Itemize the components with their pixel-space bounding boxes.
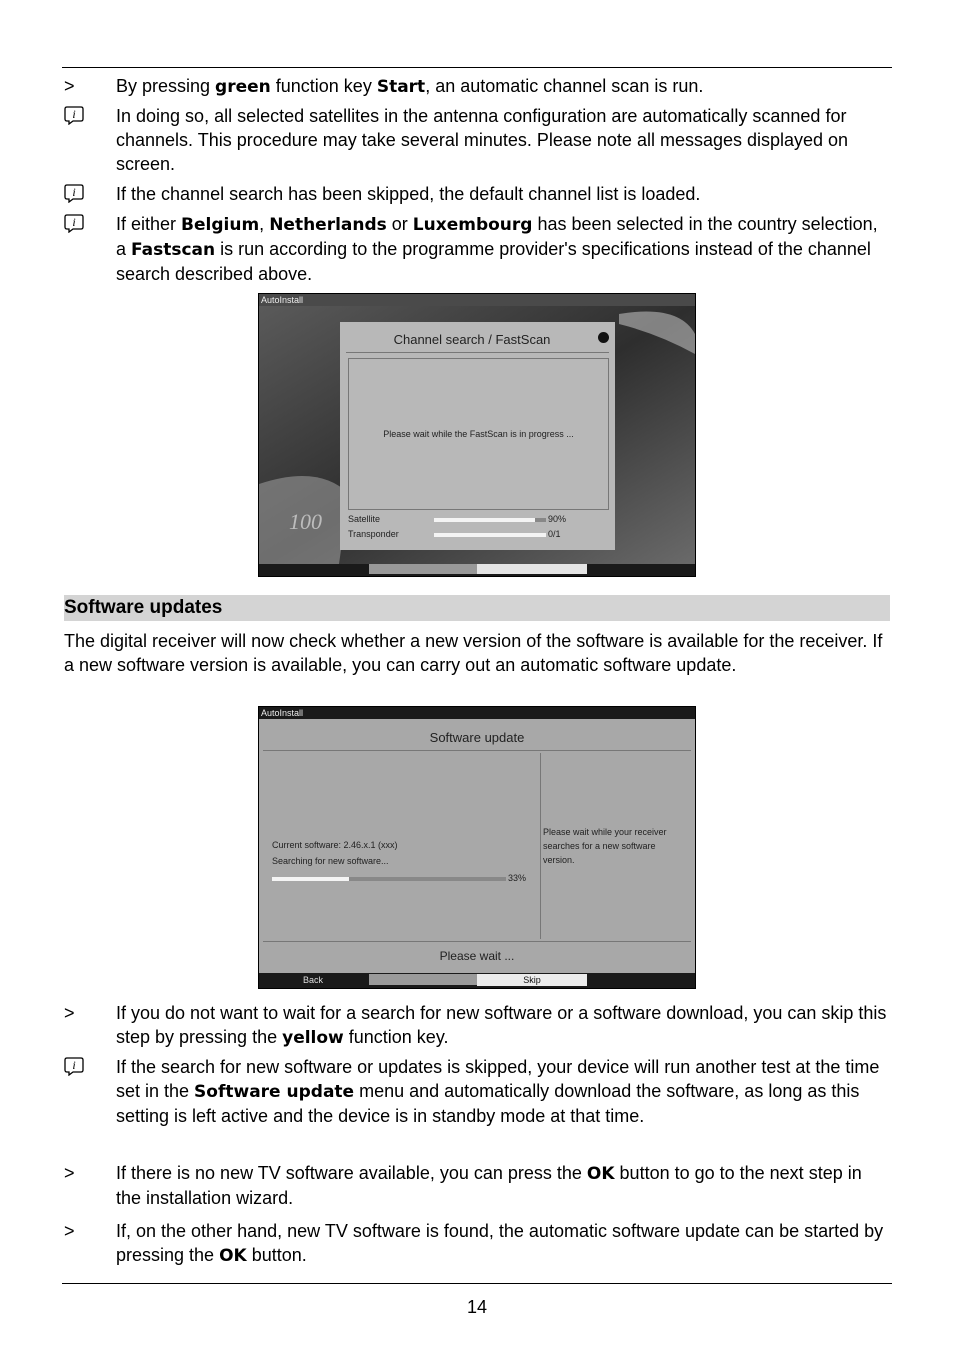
list-item-text: By pressing green function key Start, an automatic channel scan is run. [116, 76, 704, 97]
footer-message: Please wait ... [439, 949, 515, 963]
dialog-panel [340, 322, 615, 550]
title-rule [263, 750, 691, 751]
progress-track [272, 877, 506, 881]
bar-value: 0/1 [548, 529, 561, 539]
bar-row-satellite [348, 514, 608, 526]
bar-label: Satellite [348, 514, 381, 524]
bold-term: yellow [282, 1028, 344, 1048]
top-rule [62, 67, 892, 68]
arrow-marker: > [64, 1003, 75, 1023]
svg-text:i: i [72, 107, 76, 121]
yellow-button[interactable] [369, 974, 477, 985]
screen-header: AutoInstall [261, 708, 304, 718]
dialog-title: Channel search / FastScan [393, 332, 551, 347]
footer-rule [263, 941, 691, 942]
bold-term: Belgium [181, 215, 260, 235]
spinner-icon [598, 332, 609, 343]
bar-value: 90% [548, 514, 567, 524]
skip-button[interactable]: Skip [477, 974, 587, 986]
info-icon [64, 212, 94, 239]
section-paragraph: The digital receiver will now check whether a new version of the software is available for the receiver. If a new software version is available, you can carry out an automatic software update. [64, 631, 883, 675]
screen-header-bar [259, 707, 695, 719]
list-item-text: If either Belgium, Netherlands or Luxembourg has been selected in the country selection, a Fastscan is run according to the programme provider's specifications instead of the channel search described above. [116, 214, 878, 284]
list-item-text: If the search for new software or updates is skipped, your device will run another test at the time set in the Software update menu and automatically download the software, as long as this setting is left active and the device is in standby mode at that time. [116, 1057, 880, 1126]
wait-message: Please wait while the FastScan is in progress ... [383, 429, 574, 439]
message-box [348, 358, 609, 510]
bold-term: Luxembourg [412, 215, 533, 235]
svg-text:100: 100 [289, 509, 322, 534]
bold-term: Fastscan [131, 240, 216, 260]
list-item-text: If there is no new TV software available, you can press the OK button to go to the next step in the installation wizard. [116, 1163, 862, 1208]
bold-term: Netherlands [269, 215, 387, 235]
bold-term: green [215, 77, 271, 97]
dialog-title: Software update [429, 730, 525, 745]
bottom-rule [62, 1283, 892, 1284]
bold-term: OK [219, 1246, 247, 1266]
svg-text:i: i [72, 185, 76, 199]
back-button[interactable]: Back [302, 975, 323, 985]
progress-fill [434, 518, 535, 522]
arrow-marker: > [64, 76, 75, 96]
list-item-text: If, on the other hand, new TV software is found, the automatic software update can be started by pressing the OK button. [116, 1221, 884, 1266]
list-item-text: If you do not want to wait for a search for new software or a software download, you can skip this step by pressing the yellow function key. [116, 1003, 887, 1048]
button-bar [259, 973, 695, 988]
bold-term: Start [376, 77, 426, 97]
page-number: 14 [466, 1297, 488, 1317]
list-item-text: If the channel search has been skipped, the default channel list is loaded. [116, 184, 701, 204]
progress-track [434, 518, 546, 522]
software-update-screenshot [258, 706, 696, 989]
progress-track [434, 533, 546, 537]
screen-header: AutoInstall [261, 295, 304, 305]
svg-text:i: i [72, 1058, 76, 1072]
section-heading: Software updates [64, 595, 890, 621]
current-software: Current software: 2.46.x.1 (xxx) [272, 840, 398, 850]
progress-value: 33% [508, 873, 527, 883]
side-info-text: Please wait while your receiver searches for a new software version. [543, 827, 667, 865]
searching-text: Searching for new software... [272, 856, 389, 866]
bold-term: OK [586, 1164, 615, 1184]
bar-row-transponder [348, 529, 608, 541]
progress-fill [272, 877, 349, 881]
list-item-text: In doing so, all selected satellites in the antenna configuration are automatically scanned for channels. This procedure may take several minutes. Please note all messages displayed on screen. [116, 106, 849, 174]
info-icon [64, 1055, 94, 1082]
column-divider [540, 753, 541, 939]
svg-text:i: i [72, 215, 76, 229]
info-icon [64, 104, 94, 131]
arrow-marker: > [64, 1163, 75, 1183]
arrow-marker: > [64, 1221, 75, 1241]
bar-label: Transponder [348, 529, 399, 539]
bold-term: Software update [194, 1082, 355, 1102]
info-icon [64, 182, 94, 209]
dialog-title-rule [346, 352, 609, 353]
progress-fill [434, 533, 546, 537]
fastscan-screenshot [258, 293, 696, 577]
